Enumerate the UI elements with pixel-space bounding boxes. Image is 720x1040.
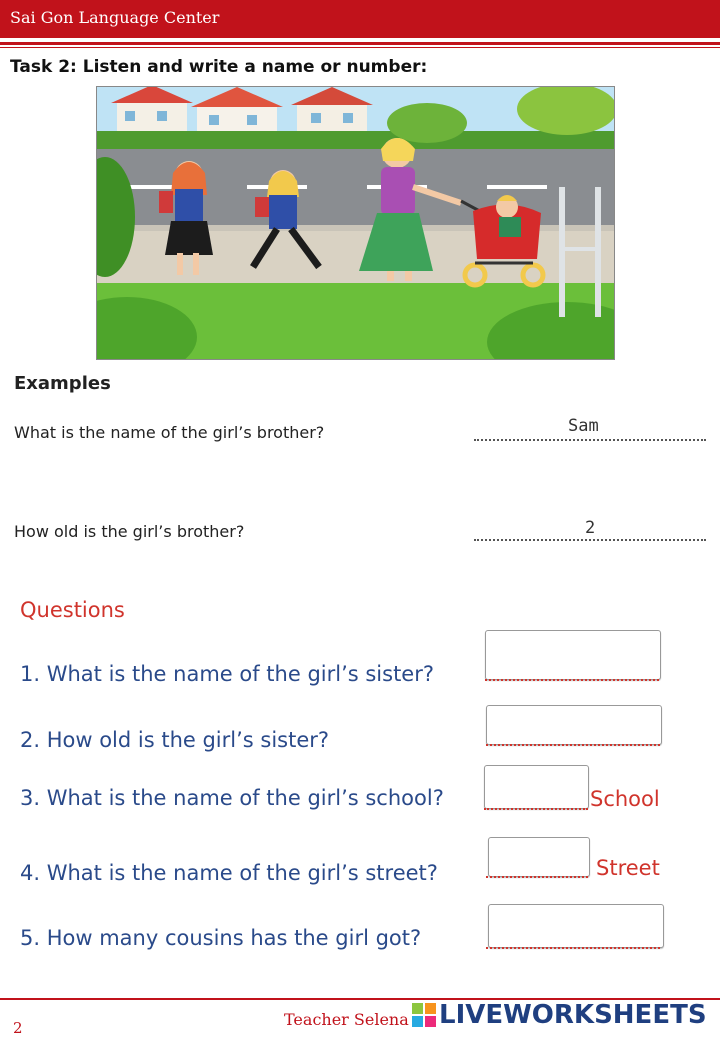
answer-line-3 (484, 808, 588, 810)
answer-line-5 (486, 947, 660, 949)
answer-input-2[interactable] (486, 705, 662, 745)
example-answer-1: Sam (568, 416, 599, 436)
school-suffix-label: School (590, 787, 660, 811)
questions-heading: Questions (20, 598, 125, 622)
answer-input-5[interactable] (488, 904, 664, 948)
liveworksheets-logo-icon (412, 1003, 436, 1027)
example-answer-line-1 (474, 439, 706, 441)
question-3: 3. What is the name of the girl’s school? (20, 786, 444, 810)
header-title: Sai Gon Language Center (10, 8, 220, 27)
example-answer-line-2 (474, 539, 706, 541)
teacher-credit: Teacher Selena (284, 1010, 409, 1029)
answer-line-4 (486, 876, 588, 878)
question-2: 2. How old is the girl’s sister? (20, 728, 330, 752)
task-title: Task 2: Listen and write a name or number: (10, 57, 428, 77)
answer-input-1[interactable] (485, 630, 661, 680)
example-question-1: What is the name of the girl’s brother? (14, 423, 325, 442)
examples-heading: Examples (14, 373, 111, 394)
example-question-2: How old is the girl’s brother? (14, 522, 245, 541)
street-scene-illustration (96, 86, 615, 360)
answer-input-3[interactable] (484, 765, 589, 809)
street-suffix-label: Street (596, 856, 660, 880)
question-4: 4. What is the name of the girl’s street? (20, 861, 438, 885)
header-divider-thin (0, 47, 720, 48)
example-answer-2: 2 (585, 518, 596, 538)
page-number: 2 (13, 1019, 23, 1037)
question-1: 1. What is the name of the girl’s sister? (20, 662, 435, 686)
answer-input-4[interactable] (488, 837, 590, 877)
answer-line-2 (486, 744, 660, 746)
liveworksheets-brand[interactable]: LIVEWORKSHEETS (439, 1000, 707, 1030)
answer-line-1 (485, 679, 659, 681)
header-divider (0, 42, 720, 45)
question-5: 5. How many cousins has the girl got? (20, 926, 422, 950)
